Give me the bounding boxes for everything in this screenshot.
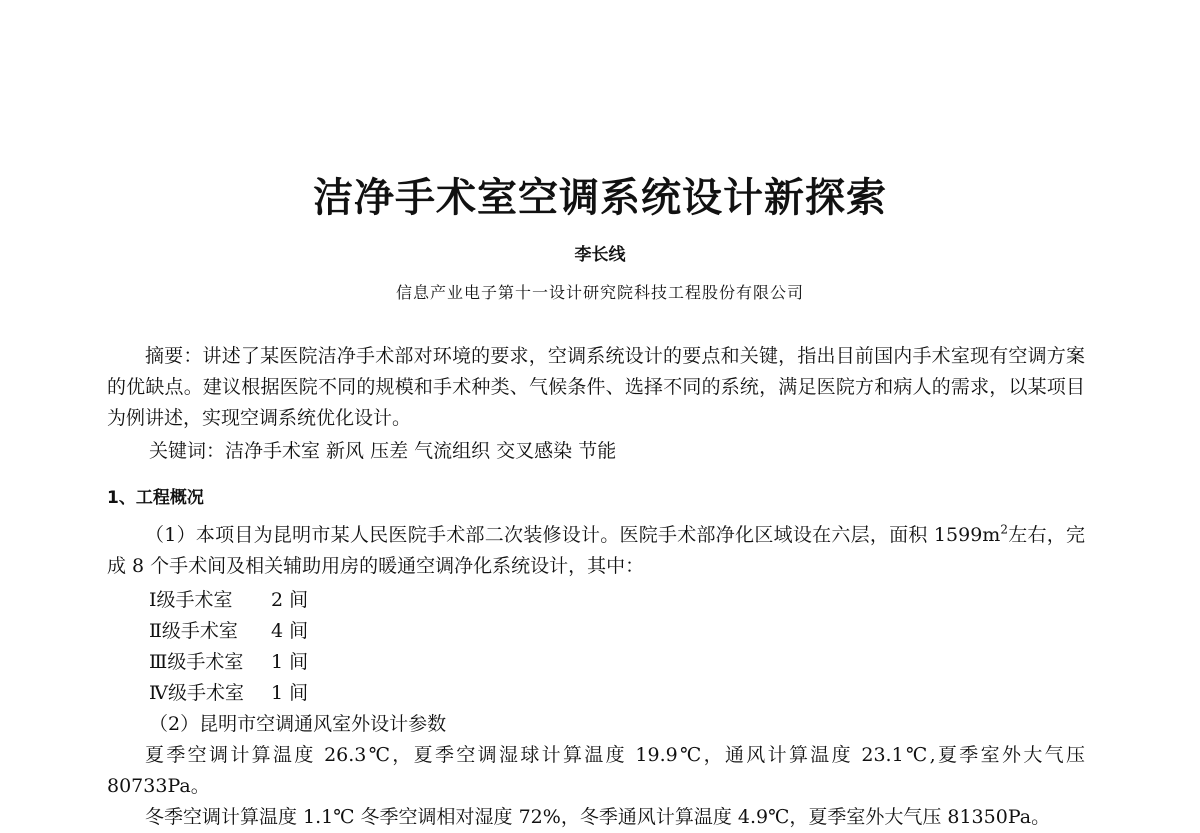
grade-name: Ⅰ级手术室: [149, 589, 233, 611]
grade-count: 4 间: [271, 620, 309, 642]
grade-list-item: [149, 585, 308, 616]
outdoor-design-params-heading: （2）昆明市空调通风室外设计参数: [149, 713, 447, 735]
grade-count: 1 间: [271, 682, 309, 704]
abstract-paragraph: 摘要：讲述了某医院洁净手术部对环境的要求，空调系统设计的要点和关键，指出目前国内手术室现有空调方案的优缺点。建议根据医院不同的规模和手术种类、气候条件、选择不同的系统，满足医院方和病人的需求，以某项目为例讲述，实现空调系统优化设计。: [107, 345, 1085, 429]
grade-count: 2 间: [271, 589, 309, 611]
operating-room-grade-list: [149, 585, 308, 709]
section-heading-overview: 1、工程概况: [107, 488, 204, 508]
grade-name: Ⅱ级手术室: [149, 620, 238, 642]
author-affiliation: 信息产业电子第十一设计研究院科技工程股份有限公司: [395, 283, 804, 302]
paper-title: 洁净手术室空调系统设计新探索: [313, 175, 887, 221]
summer-params-paragraph: 夏季空调计算温度 26.3℃，夏季空调湿球计算温度 19.9℃，通风计算温度 23.1℃,夏季室外大气压 80733Pa。: [107, 744, 1085, 797]
grade-name: Ⅲ级手术室: [149, 651, 244, 673]
author-name: 李长线: [574, 245, 626, 265]
project-description-paragraph: [107, 520, 1085, 582]
winter-params-paragraph: 冬季空调计算温度 1.1℃ 冬季空调相对湿度 72%，冬季通风计算温度 4.9℃，夏季室外大气压 81350Pa。: [145, 806, 1051, 828]
grade-list-item: [149, 616, 308, 647]
grade-count: 1 间: [271, 651, 309, 673]
keywords-line: 关键词：洁净手术室 新风 压差 气流组织 交叉感染 节能: [149, 440, 617, 462]
grade-name: Ⅳ级手术室: [149, 682, 244, 704]
project-description-text: （1）本项目为昆明市某人民医院手术部二次装修设计。医院手术部净化区域设在六层，面积 1599m: [145, 524, 1001, 546]
grade-list-item: [149, 678, 308, 709]
area-unit-superscript: 2: [1000, 522, 1008, 537]
project-description-continuation: 左右，完成 8 个手术间及相关辅助用房的暖通空调净化系统设计，其中：: [107, 524, 1085, 577]
grade-list-item: [149, 647, 308, 678]
